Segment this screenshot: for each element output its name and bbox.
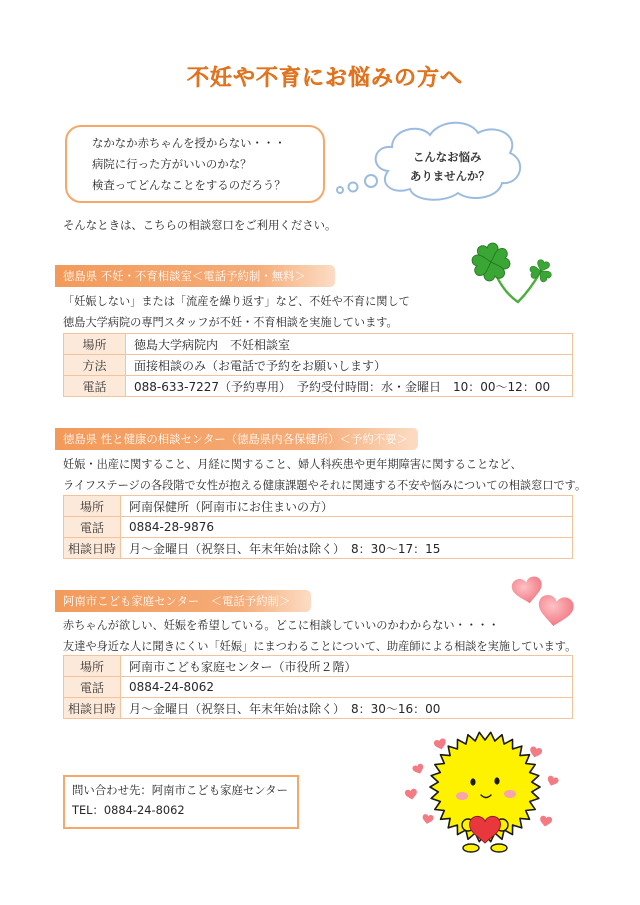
row-label: 電話: [64, 376, 126, 397]
intro-box: [65, 125, 325, 203]
row-label: 相談日時: [64, 538, 121, 559]
section-heading: 阿南市こども家庭センター ＜電話予約制＞: [55, 590, 311, 612]
bubble-dot: [349, 183, 358, 192]
row-value: 0884-24-8062: [121, 677, 573, 698]
intro-line: 検査ってどんなことをするのだろう？: [92, 178, 286, 192]
row-label: 相談日時: [64, 698, 121, 719]
row-label: 場所: [64, 334, 126, 355]
description-line: 妊娠・出産に関すること、月経に関すること、婦人科疾患や更年期障害に関することなど、: [63, 458, 522, 471]
section-heading: 徳島県 性と健康の相談センター（徳島県内各保健所）＜予約不要＞: [55, 428, 418, 450]
heart-icon: [404, 788, 418, 800]
heart-icon: [539, 815, 553, 827]
table-row: [64, 517, 573, 538]
consultation-table-3: [63, 655, 573, 719]
row-value: 088-633-7227（予約専用） 予約受付時間：水・金曜日 10：00～12：00: [126, 376, 573, 397]
consultation-table-2: [63, 495, 573, 559]
bubble-dot: [337, 187, 343, 193]
thought-bubble: [330, 113, 530, 205]
small-clover: [529, 259, 552, 283]
mascot-foot: [463, 844, 479, 852]
intro-line: 病院に行った方がいいのかな？: [92, 157, 252, 171]
row-label: 電話: [64, 517, 121, 538]
table-row: [64, 677, 573, 698]
mascot-cheek: [504, 790, 516, 798]
mascot-eye: [470, 778, 475, 785]
row-value: 阿南保健所（阿南市にお住まいの方）: [121, 496, 573, 517]
description-line: ライフステージの各段階で女性が抱える健康課題やそれに関連する不安や悩みについての相談窓口です。: [63, 479, 587, 492]
table-row: [64, 376, 573, 397]
table-row: [64, 355, 573, 376]
heart-icon: [528, 746, 542, 759]
held-heart-icon: [470, 816, 501, 843]
heart-icon: [546, 775, 560, 788]
contact-line: 問い合わせ先：阿南市こども家庭センター: [72, 783, 288, 797]
bubble-line: ありませんか？: [410, 169, 490, 183]
table-row: [64, 656, 573, 677]
section-heading: 徳島県 不妊・不育相談室＜電話予約制・無料＞: [55, 265, 335, 287]
row-label: 場所: [64, 496, 121, 517]
row-value: 月～金曜日（祝祭日、年末年始は除く） 8：30～16：00: [121, 698, 573, 719]
row-value: 面接相談のみ（お電話で予約をお願いします）: [126, 355, 573, 376]
row-label: 電話: [64, 677, 121, 698]
table-row: [64, 538, 573, 559]
table-row: [64, 698, 573, 719]
heart-icon: [433, 738, 447, 751]
bubble-line: こんなお悩み: [413, 150, 482, 164]
sun-mascot: [395, 722, 570, 857]
description-line: 友達や身近な人に聞きにくい「妊娠」にまつわることについて、助産師による相談を実施しています。: [63, 640, 577, 653]
mascot-cheek: [456, 792, 468, 800]
description-line: 赤ちゃんが欲しい、妊娠を希望している。どこに相談していいのかわからない・・・・: [63, 619, 500, 632]
description-line: 徳島大学病院の専門スタッフが不妊・不育相談を実施しています。: [63, 316, 398, 329]
section-description: [63, 291, 410, 333]
row-label: 場所: [64, 656, 121, 677]
contact-line: TEL：0884-24-8062: [72, 803, 185, 817]
section-description: [63, 615, 576, 657]
intro-line: なかなか赤ちゃんを授からない・・・: [92, 136, 286, 150]
heart-icon: [412, 763, 426, 776]
four-leaf-clover-icon: [460, 235, 565, 307]
description-line: 「妊娠しない」または「流産を繰り返す」など、不妊や不育に関して: [63, 295, 410, 308]
bubble-dot: [365, 175, 377, 187]
row-value: 0884-28-9876: [121, 517, 573, 538]
row-label: 方法: [64, 355, 126, 376]
mascot-foot: [491, 844, 507, 852]
consultation-table-1: [63, 333, 573, 397]
row-value: 月～金曜日（祝祭日、年末年始は除く） 8：30～17：15: [121, 538, 573, 559]
table-row: [64, 334, 573, 355]
contact-box: [63, 775, 299, 829]
large-clover: [471, 242, 511, 282]
lead-text: そんなときは、こちらの相談窓口をご利用ください。: [63, 218, 337, 232]
page-title: 不妊や不育にお悩みの方へ: [186, 66, 463, 91]
row-value: 徳島大学病院内 不妊相談室: [126, 334, 573, 355]
table-row: [64, 496, 573, 517]
heart-icon: [422, 814, 434, 825]
row-value: 阿南市こども家庭センター（市役所２階）: [121, 656, 573, 677]
section-description: [63, 454, 586, 496]
mascot-eye: [494, 777, 499, 784]
